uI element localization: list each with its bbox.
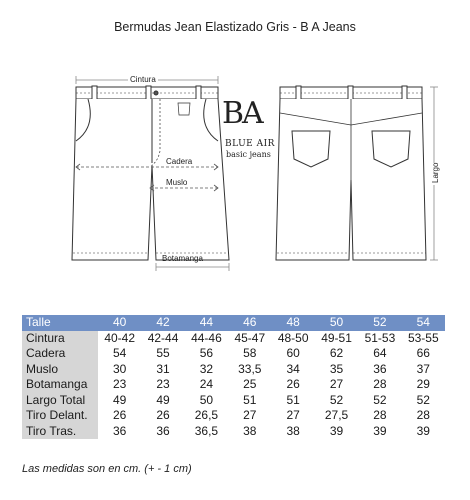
size-table-header bbox=[22, 315, 445, 331]
table-row bbox=[22, 393, 445, 409]
table-cell: 36 bbox=[156, 423, 170, 438]
table-cell: 33,5 bbox=[238, 361, 262, 376]
table-cell: 26,5 bbox=[194, 408, 219, 422]
table-cell: 66 bbox=[416, 346, 430, 360]
table-cell: 44-46 bbox=[191, 330, 222, 345]
table-cell: 45-47 bbox=[234, 330, 266, 345]
table-cell: 55 bbox=[156, 346, 170, 360]
label-cadera: Cadera bbox=[166, 157, 193, 166]
table-cell: 36,5 bbox=[194, 423, 219, 438]
table-cell: 62 bbox=[329, 346, 344, 360]
table-cell: 40-42 bbox=[104, 330, 136, 345]
botamanga-measure bbox=[156, 263, 229, 271]
table-cell: 49-51 bbox=[321, 330, 352, 345]
table-cell: 27 bbox=[286, 408, 300, 422]
table-row bbox=[22, 377, 445, 393]
row-label: Muslo bbox=[22, 362, 98, 378]
table-cell: 54 bbox=[113, 346, 127, 360]
brand-logo bbox=[222, 96, 275, 159]
table-cell: 60 bbox=[286, 346, 300, 360]
table-cell: 26 bbox=[286, 377, 300, 391]
table-cell: 49 bbox=[113, 392, 127, 407]
size-col-header: 54 bbox=[402, 315, 445, 331]
table-cell: 42-44 bbox=[147, 330, 179, 345]
size-col-header: 48 bbox=[272, 315, 315, 331]
table-cell: 31 bbox=[156, 361, 170, 376]
table-cell: 64 bbox=[373, 346, 387, 360]
table-cell: 52 bbox=[373, 392, 387, 407]
size-col-header: 50 bbox=[315, 315, 358, 331]
table-cell: 52 bbox=[416, 392, 430, 407]
table-cell: 39 bbox=[373, 423, 387, 438]
table-row bbox=[22, 331, 445, 347]
logo-mark: BA bbox=[222, 96, 262, 131]
table-cell: 23 bbox=[156, 377, 170, 391]
size-col-header: 44 bbox=[185, 315, 228, 331]
header-label: Talle bbox=[22, 315, 98, 331]
table-cell: 53-55 bbox=[407, 330, 439, 345]
size-col-header: 40 bbox=[98, 315, 141, 331]
table-row bbox=[22, 362, 445, 378]
table-cell: 38 bbox=[243, 423, 257, 438]
measurement-note: Las medidas son en cm. (+ - 1 cm) bbox=[22, 463, 192, 475]
back-shorts-drawing bbox=[276, 86, 426, 260]
table-cell: 29 bbox=[416, 377, 430, 391]
table-row bbox=[22, 424, 445, 440]
table-cell: 28 bbox=[373, 408, 387, 422]
label-muslo: Muslo bbox=[166, 178, 188, 187]
logo-line1: BLUE AIR bbox=[225, 139, 275, 149]
table-cell: 25 bbox=[243, 377, 257, 391]
size-col-header: 52 bbox=[358, 315, 401, 331]
row-label: Tiro Delant. bbox=[22, 408, 98, 424]
table-cell: 37 bbox=[416, 361, 430, 376]
table-cell: 52 bbox=[329, 392, 344, 407]
table-cell: 28 bbox=[416, 408, 430, 422]
front-shorts-drawing bbox=[72, 86, 229, 260]
table-cell: 51 bbox=[286, 392, 300, 407]
size-col-header: 46 bbox=[228, 315, 271, 331]
table-row bbox=[22, 346, 445, 362]
label-cintura: Cintura bbox=[130, 75, 156, 84]
size-table bbox=[22, 315, 445, 439]
table-cell: 58 bbox=[243, 346, 257, 360]
table-cell: 36 bbox=[113, 423, 127, 438]
row-label: Tiro Tras. bbox=[22, 424, 98, 440]
label-botamanga: Botamanga bbox=[162, 254, 203, 263]
table-cell: 36 bbox=[373, 361, 387, 376]
table-cell: 39 bbox=[329, 423, 344, 438]
shorts-measurement-diagram bbox=[0, 55, 470, 275]
row-label: Botamanga bbox=[22, 377, 98, 393]
table-cell: 28 bbox=[373, 377, 387, 391]
size-col-header: 42 bbox=[141, 315, 184, 331]
logo-line2: basic jeans bbox=[226, 150, 271, 159]
table-cell: 26 bbox=[156, 408, 170, 422]
table-cell: 48-50 bbox=[277, 330, 309, 345]
table-cell: 38 bbox=[286, 423, 300, 438]
table-row bbox=[22, 408, 445, 424]
table-cell: 51-53 bbox=[364, 330, 396, 345]
table-cell: 24 bbox=[199, 377, 214, 391]
table-cell: 50 bbox=[199, 392, 214, 407]
table-cell: 27 bbox=[243, 408, 257, 422]
table-cell: 51 bbox=[243, 392, 257, 407]
page-title: Bermudas Jean Elastizado Gris - B A Jeans bbox=[114, 20, 356, 34]
table-cell: 39 bbox=[416, 423, 430, 438]
label-largo: Largo bbox=[431, 162, 440, 183]
table-cell: 35 bbox=[329, 361, 344, 376]
table-cell: 32 bbox=[199, 361, 214, 376]
table-cell: 56 bbox=[199, 346, 214, 360]
table-cell: 27 bbox=[329, 377, 344, 391]
row-label: Cadera bbox=[22, 346, 98, 362]
table-cell: 23 bbox=[113, 377, 127, 391]
row-label: Cintura bbox=[22, 331, 98, 347]
table-cell: 34 bbox=[286, 361, 300, 376]
table-cell: 26 bbox=[113, 408, 127, 422]
table-cell: 49 bbox=[156, 392, 170, 407]
row-label: Largo Total bbox=[22, 393, 98, 409]
table-cell: 27,5 bbox=[324, 408, 349, 422]
table-cell: 30 bbox=[113, 361, 127, 376]
